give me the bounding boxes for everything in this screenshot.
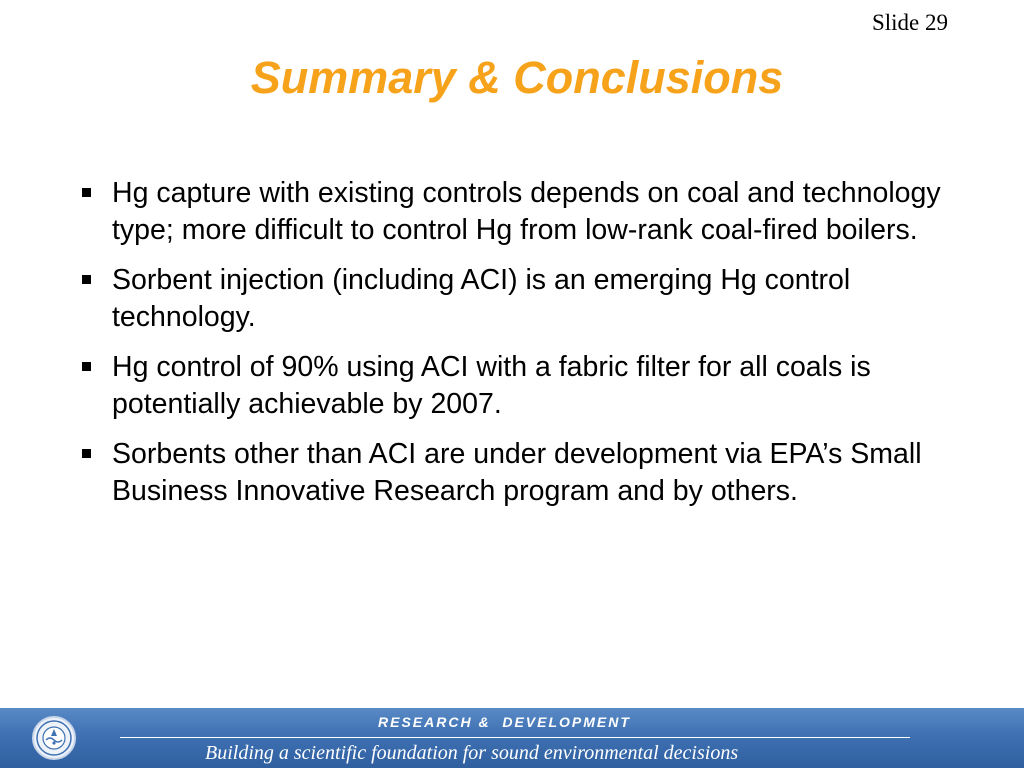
bullet-item bbox=[80, 436, 980, 509]
square-bullet-icon bbox=[82, 275, 91, 284]
bullet-item bbox=[80, 349, 980, 422]
epa-seal-icon bbox=[32, 716, 76, 760]
bullet-text: Hg capture with existing controls depends on coal and technology type; more difficult to control Hg from low-rank coal-fired boilers. bbox=[112, 177, 941, 246]
bullet-list bbox=[80, 175, 980, 523]
bullet-text: Sorbent injection (including ACI) is an emerging Hg control technology. bbox=[112, 264, 851, 333]
bullet-text: Hg control of 90% using ACI with a fabric filter for all coals is potentially achievable by 2007. bbox=[112, 351, 871, 420]
slide-title: Summary & Conclusions bbox=[250, 52, 784, 103]
footer-divider bbox=[120, 737, 910, 738]
footer-tagline: Building a scientific foundation for sound environmental decisions bbox=[205, 742, 739, 764]
bullet-item bbox=[80, 262, 980, 335]
bullet-text: Sorbents other than ACI are under development via EPA’s Small Business Innovative Research program and by others. bbox=[112, 438, 922, 507]
bullet-item bbox=[80, 175, 980, 248]
footer-bar bbox=[0, 708, 1024, 768]
square-bullet-icon bbox=[82, 449, 91, 458]
epa-seal-graphic bbox=[34, 718, 74, 758]
slide-number: Slide 29 bbox=[871, 10, 948, 35]
square-bullet-icon bbox=[82, 188, 91, 197]
footer-heading: RESEARCH & DEVELOPMENT bbox=[378, 714, 631, 730]
square-bullet-icon bbox=[82, 362, 91, 371]
